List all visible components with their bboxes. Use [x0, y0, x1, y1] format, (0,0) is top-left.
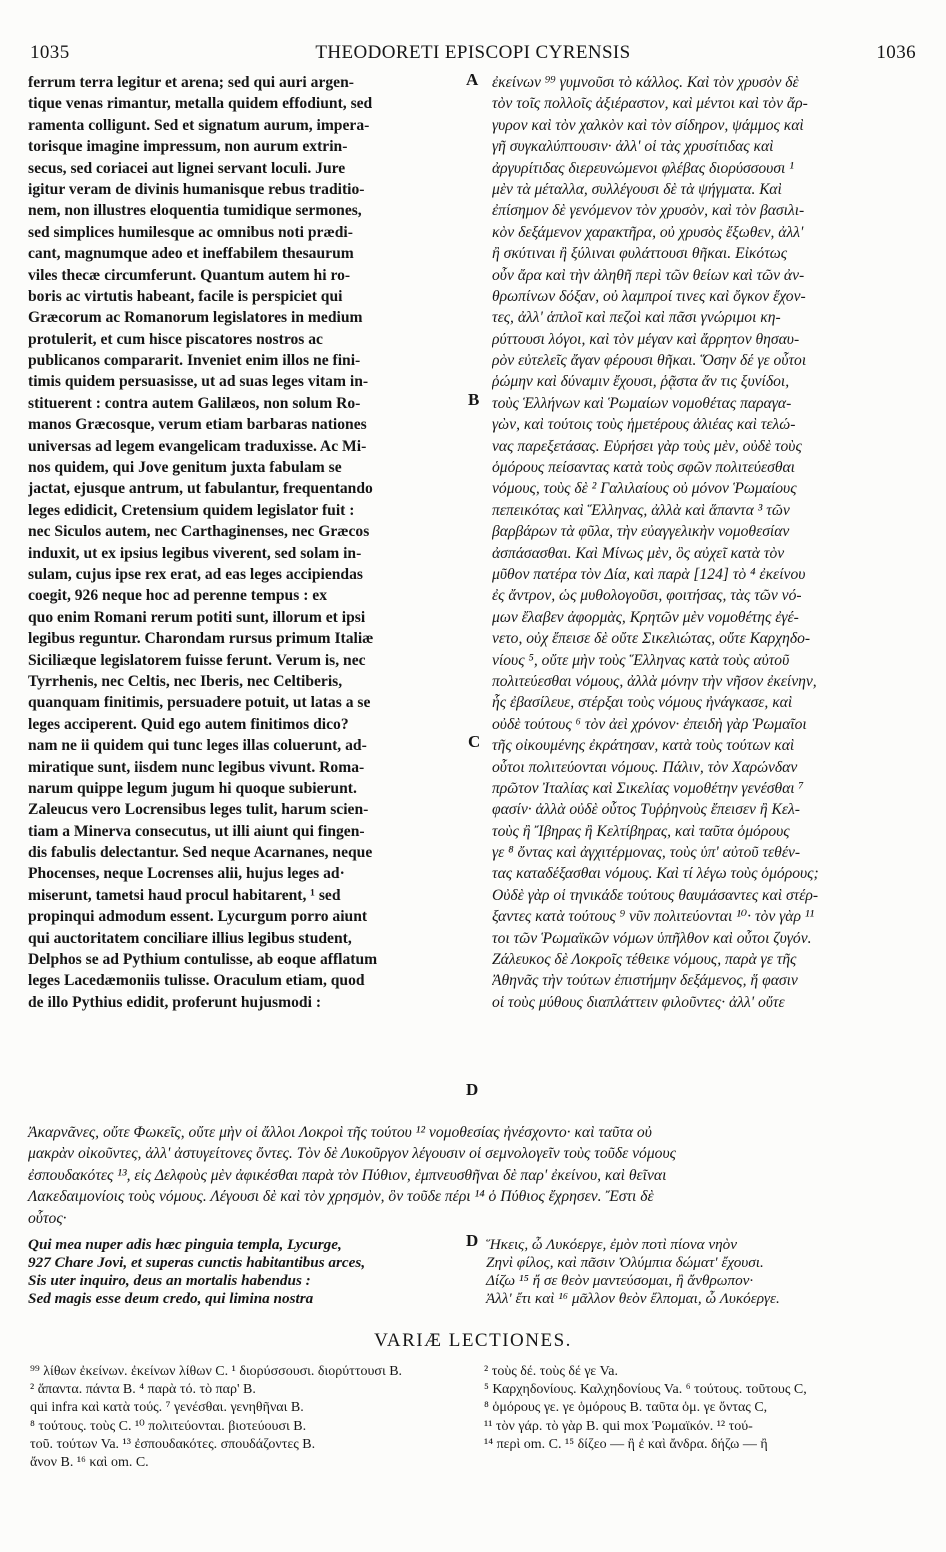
latin-text-line: qui auctoritatem conciliare illius legibus student,: [28, 929, 352, 947]
greek-text-line: ῥώμην καὶ δύναμιν ἔχουσι, ῥᾷστα ἄν τις ξυνίδοι,: [492, 373, 790, 391]
greek-text-line: ἐς ἄντρον, ὡς μυθολογοῦσι, φοιτήσας, τὰς τῶν νό-: [492, 587, 802, 605]
latin-text-line: nem, non illustres eloquentia tumidique sermones,: [28, 202, 362, 220]
greek-text-line: οὗτοι πολιτεύονται νόμους. Πάλιν, τὸν Χαρώνδαν: [492, 758, 798, 776]
latin-text-line: propinqui admodum essent. Lycurgum porro aiunt: [28, 908, 368, 926]
section-marker-d-verse: D: [466, 1231, 479, 1250]
latin-text-line: leges acciperent. Quid ego autem finitimos dico?: [28, 715, 349, 733]
greek-text-line: γυρον καὶ τὸν χαλκὸν καὶ τὸν σίδηρον, ψάμμος καὶ: [492, 116, 804, 134]
latin-text-line: stituerent : contra autem Galilæos, non solum Ro-: [28, 394, 361, 412]
latin-text-line: miratique sunt, iisdem nunc legibus vivunt. Roma-: [28, 758, 365, 776]
greek-text-line: τῆς οἰκουμένης ἐκράτησαν, κατὰ τοὺς τούτων καὶ: [492, 737, 795, 755]
variae-left-column: [30, 1363, 470, 1472]
greek-text-line: νας παρεξετάσας. Εὑρήσει γὰρ τοὺς μὲν, οὐδὲ τοὺς: [492, 437, 802, 455]
latin-text-line: de illo Pythius edidit, proferunt hujusmodi :: [28, 993, 322, 1011]
latin-verse: [28, 1236, 468, 1308]
latin-text-line: cant, magnumque adeo et ineffabilem thesaurum: [28, 245, 354, 263]
greek-verse-line: Ἀλλ' ἔτι καὶ ¹⁶ μᾶλλον θεὸν ἔλπομαι, ὦ Λυκόεργε.: [486, 1290, 780, 1307]
greek-full-line: μακρὰν οἰκοῦντες, ἀλλ' ἀστυγείτονες ὄντες. Τὸν δὲ Λυκοῦργον λέγουσιν οἱ σεμνολογεῖν τοὺς τοῦδε νόμους: [28, 1145, 676, 1163]
latin-text-line: viles thecæ circumferunt. Quantum autem hi ro-: [28, 266, 351, 284]
greek-text-line: γῆ συγκαλύπτουσιν· ἀλλ' οἱ τὰς χρυσίτιδας καὶ: [492, 138, 774, 156]
greek-text-line: ξαντες κατὰ τούτους ⁹ νῦν πολιτεύονται ¹⁰· τὸν γὰρ ¹¹: [492, 908, 815, 926]
variant-note-line: ⁵ Καρχηδονίους. Καλχηδονίους Va. ⁶ τούτους. τοῦτους C,: [484, 1382, 807, 1398]
greek-text-line: ἐκείνων ⁹⁹ γυμνοῦσι τὸ κάλλος. Καὶ τὸν χρυσὸν δὲ: [492, 74, 799, 91]
greek-text-line: οὖν ἄρα καὶ τὴν ἀληθῆ περὶ τῶν θείων καὶ τῶν ἀν-: [492, 266, 805, 284]
latin-text-line: tique venas rimantur, metalla quidem effodiunt, sed: [28, 95, 373, 113]
latin-text-line: secus, sed coriacei aut lignei servant loculi. Jure: [28, 159, 346, 177]
greek-full-line: ἐσπουδακότες ¹³, εἰς Δελφοὺς μὲν ἀφικέσθαι παρὰ τὸν Πύθιον, ἐμπνευσθῆναι δὲ παρ' ἐκείνου, καὶ θεῖναι: [28, 1166, 667, 1184]
latin-text-line: manos Græcosque, verum etiam barbaras nationes: [28, 416, 367, 434]
latin-text-line: quanquam finitimis, persuadere potuit, ut latas a se: [28, 694, 371, 712]
greek-full-width-text: [28, 1122, 922, 1229]
greek-verse: [486, 1236, 922, 1308]
variae-right-column: [484, 1363, 924, 1454]
latin-text-line: sed simplices humilesque ac omnibus noti prædi-: [28, 223, 353, 241]
greek-text-line: τὸν τοῖς πολλοῖς ἀξιέραστον, καὶ μέντοι καὶ τὸν ἄρ-: [492, 95, 808, 113]
greek-text-line: μὲν τὰ μέταλλα, συλλέγουσι δὲ τὰ ψήγματα. Καὶ: [492, 180, 782, 198]
greek-text-line: τας καταδέξασθαι νόμους. Καὶ τί λέγω τοὺς ὁμόρους;: [492, 865, 819, 883]
greek-text-line: ρὸν εὐτελεῖς ἄγαν φέρουσι θῆκαι. Ὅσην δέ γε οὗτοι: [492, 352, 807, 370]
latin-text-line: leges Lacedæmoniis tulisse. Oraculum etiam, quod: [28, 972, 365, 990]
latin-text-line: narum quippe legum jugum hi quoque subierunt.: [28, 779, 357, 797]
latin-verse-line: 927 Chare Jovi, et superas cunctis habitantibus arces,: [28, 1254, 366, 1271]
latin-text-line: quo enim Romani rerum potiti sunt, illorum et ipsi: [28, 608, 366, 626]
greek-text-line: μων ἔλαβεν ἀφορμὰς, Κρητῶν μὲν νομοθέτης ἐγέ-: [492, 608, 799, 626]
greek-text-line: ρύττουσι λόγοι, καὶ τὸν μέγαν καὶ ἄρρητον θησαυ-: [492, 330, 800, 348]
greek-text-line: τοὺς Ἑλλήνων καὶ Ῥωμαίων νομοθέτας παραγα-: [492, 394, 792, 412]
greek-text-line: γε ⁸ ὄντας καὶ ἀγχιτέρμονας, τοὺς ὑπ' αὐτοῦ τεθέν-: [492, 844, 801, 862]
greek-text-line: νόμους, τοὺς δὲ ² Γαλιλαίους οὐ μόνον Ῥωμαίους: [492, 480, 797, 498]
greek-text-line: πρῶτον Ἰταλίας καὶ Σικελίας νομοθέτην γενέσθαι ⁷: [492, 779, 804, 797]
latin-text-line: nos quidem, qui Jove genitum juxta fabulam se: [28, 459, 342, 477]
greek-text-line: βαρβάρων τὰ φῦλα, τὴν εὐαγγελικὴν νομοθεσίαν: [492, 523, 790, 541]
page-number-left: 1035: [30, 42, 70, 63]
greek-verse-line: Ἥκεις, ὦ Λυκόεργε, ἐμὸν ποτὶ πίονα νηὸν: [486, 1236, 737, 1253]
variae-lectiones-title: VARIÆ LECTIONES.: [374, 1330, 572, 1351]
greek-column: [492, 72, 922, 1013]
greek-verse-line: Ζηνὶ φίλος, καὶ πᾶσιν Ὀλύμπια δώματ' ἔχουσι.: [486, 1254, 764, 1271]
latin-text-line: jactat, ejusque antrum, ut fabulantur, frequentando: [28, 480, 373, 498]
greek-text-line: ὁμόρους πείσαντας κατὰ τοὺς σφῶν πολιτεύεσθαι: [492, 459, 795, 477]
latin-text-line: induxit, ut ex ipsius legibus viverent, sed solam in-: [28, 544, 362, 562]
variant-note-line: ² ἅπαντα. πάντα B. ⁴ παρὰ τό. τὸ παρ' B.: [30, 1382, 256, 1398]
page-header: [30, 42, 916, 68]
latin-text-line: ramenta colligunt. Sed et signatum aurum, impera-: [28, 116, 370, 134]
variant-note-line: τοῦ. τούτων Va. ¹³ ἐσπουδακότες. σπουδάζοντες B.: [30, 1436, 316, 1452]
latin-verse-line: Qui mea nuper adis hæc pinguia templa, Lycurge,: [28, 1236, 342, 1253]
greek-text-line: Ζάλευκος δὲ Λοκροῖς τέθεικε νόμους, παρὰ γε τῆς: [492, 951, 797, 969]
greek-text-line: ἀσπάσασθαι. Καὶ Μίνως μὲν, ὃς αὐχεῖ κατὰ τὸν: [492, 544, 785, 562]
latin-text-line: coegit, 926 neque hoc ad perenne tempus : ex: [28, 587, 328, 605]
greek-text-line: Ἀθηνᾶς τὴν τούτων ἐπιστήμην δεξάμενος, ἥ φασιν: [492, 972, 798, 990]
variant-note-line: ⁹⁹ λίθων ἐκείνων. ἐκείνων λίθων C. ¹ διορύσσουσι. διορύττουσι B.: [30, 1364, 403, 1379]
greek-verse-line: Δίζω ¹⁵ ἤ σε θεὸν μαντεύσομαι, ἢ ἄνθρωπον·: [486, 1272, 754, 1289]
latin-text-line: nec Siculos autem, nec Carthaginenses, nec Græcos: [28, 523, 370, 541]
greek-text-line: τες, ἀλλ' ἁπλοῖ καὶ πεζοὶ καὶ πᾶσι γνώριμοι κη-: [492, 309, 781, 327]
latin-text-line: legibus reguntur. Charondam rursus primum Italiæ: [28, 630, 374, 648]
greek-full-line: Λακεδαιμονίοις τοὺς νόμους. Λέγουσι δὲ καὶ τὸν χρησμὸν, ὃν τοῦδε πέρι ¹⁴ ὁ Πύθιος ἔχρησεν. Ἔστι δὲ: [28, 1188, 654, 1206]
greek-text-line: ἧς ἐβασίλευε, στέρξαι τοὺς νόμους ἠνάγκασε, καὶ: [492, 694, 793, 712]
greek-text-line: ἐπίσημον δὲ γενόμενον τὸν χρυσὸν, καὶ τὸν βασιλι-: [492, 202, 805, 220]
variant-note-line: qui infra καὶ κατὰ τούς. ⁷ γενέσθαι. γενηθῆναι B.: [30, 1400, 304, 1416]
greek-text-line: κὸν δεξάμενον χαρακτῆρα, οὐ χρυσὸς ἔξωθεν, ἀλλ': [492, 223, 804, 241]
variant-note-line: ἄνον B. ¹⁶ καὶ om. C.: [30, 1454, 149, 1470]
section-marker-b: B: [468, 390, 480, 409]
latin-text-line: Phocenses, neque Locrenses alii, hujus leges ad·: [28, 865, 345, 883]
variant-note-line: ¹¹ τὸν γάρ. τὸ γὰρ B. qui mox Ῥωμαϊκόν. ¹² τού-: [484, 1418, 753, 1434]
variant-note-line: ¹⁴ περὶ om. C. ¹⁵ δίζεο — ἢ ἐ καὶ ἄνδρα. δήζω — ἢ: [484, 1436, 768, 1452]
greek-text-line: ἀργυρίτιδας διερευνώμενοι φλέβας διορύσσουσι ¹: [492, 159, 794, 177]
greek-text-line: τοι τῶν Ῥωμαϊκῶν νόμων ὑπῆλθον καὶ οὗτοι ζυγόν.: [492, 929, 812, 947]
latin-verse-line: Sed magis esse deum credo, qui limina nostra: [28, 1290, 314, 1307]
latin-text-line: tiam a Minerva consecutus, ut illi aiunt qui fingen-: [28, 822, 365, 840]
greek-text-line: φασίν· ἀλλὰ οὐδὲ οὗτος Τυῤῥηνοὺς ἔπεισεν ἢ Κελ-: [492, 801, 800, 819]
latin-text-line: torisque imagine impressum, non aurum extrin-: [28, 138, 348, 156]
latin-text-line: Siciliæque legislatorem fuisse ferunt. Verum is, nec: [28, 651, 366, 669]
greek-text-line: νίους ⁵, οὔτε μὴν τοὺς Ἕλληνας κατὰ τοὺς αὐτοῦ: [492, 651, 790, 669]
latin-text-line: Zaleucus vero Locrensibus leges tulit, harum scien-: [28, 801, 369, 819]
variant-note-line: ² τοὺς δέ. τοὺς δέ γε Va.: [484, 1364, 618, 1379]
variant-note-line: ⁸ τούτους. τοὺς C. ¹⁰ πολιτεύονται. βιοτεύουσι B.: [30, 1418, 307, 1434]
greek-text-line: πολιτεύεσθαι νόμους, ἀλλὰ μόνην τὴν νῆσον ἐκείνην,: [492, 672, 817, 690]
latin-text-line: dis fabulis delectantur. Sed neque Acarnanes, neque: [28, 844, 373, 862]
section-marker-a: A: [466, 70, 479, 89]
page-number-right: 1036: [876, 42, 916, 63]
latin-verse-line: Sis uter inquiro, deus an mortalis habendus :: [28, 1272, 311, 1289]
greek-text-line: οἱ τοὺς μύθους διαπλάττειν φιλοῦντες· ἀλλ' οὔτε: [492, 993, 785, 1011]
latin-text-line: timis quidem persuasisse, ut ad suas leges vitam in-: [28, 373, 369, 391]
latin-text-line: igitur veram de divinis humanisque rebus traditio-: [28, 180, 365, 198]
latin-text-line: sulam, cujus ipse rex erat, ad eas leges accipiendas: [28, 565, 363, 583]
variant-note-line: ⁸ ὁμόρους γε. γε ὁμόρους B. ταῦτα ὁμ. γε ὄντας C,: [484, 1400, 768, 1416]
greek-text-line: θρωπίνων δόξαν, οὐ λαμπροί τινες καὶ ὄγκον ἔχον-: [492, 287, 806, 305]
greek-text-line: πεπεικότας καὶ Ἕλληνας, ἀλλὰ καὶ ἅπαντα ³ τῶν: [492, 501, 790, 519]
latin-column: [28, 72, 460, 1013]
latin-text-line: nam ne ii quidem qui tunc leges illas coluerunt, ad-: [28, 737, 367, 755]
greek-text-line: οὐδὲ τούτους ⁶ τὸν ἀεὶ χρόνον· ἐπειδὴ γὰρ Ῥωμαῖοι: [492, 715, 807, 733]
greek-full-line: οὗτος·: [28, 1209, 67, 1227]
latin-text-line: universas ad legem evangelicam traduxisse. Ac Mi-: [28, 437, 367, 455]
latin-text-line: Græcorum ac Romanorum legislatores in medium: [28, 309, 363, 327]
greek-text-line: μῦθον πατέρα τὸν Δία, καὶ παρὰ [124] τὸ ⁴ ἐκείνου: [492, 565, 806, 583]
latin-text-line: protulerit, et cum hisce piscatores nostros ac: [28, 330, 323, 348]
section-marker-c: C: [468, 732, 481, 751]
greek-full-line: Ἀκαρνᾶνες, οὔτε Φωκεῖς, οὔτε μὴν οἱ ἄλλοι Λοκροὶ τῆς τούτου ¹² νομοθεσίας ἠνέσχοντο· καὶ ταῦτα οὐ: [28, 1124, 652, 1141]
greek-text-line: νετο, οὐχ ἔπεισε δὲ οὔτε Σικελιώτας, οὔτε Καρχηδο-: [492, 630, 811, 648]
running-title: THEODORETI EPISCOPI CYRENSIS: [315, 42, 631, 63]
latin-text-line: Delphos se ad Pythium contulisse, ab eoque afflatum: [28, 951, 378, 969]
latin-text-line: publicanos compararit. Inveniet enim illos ne fini-: [28, 352, 361, 370]
latin-text-line: Tyrrhenis, nec Celtis, nec Iberis, nec Celtiberis,: [28, 672, 343, 690]
latin-text-line: leges edidicit, Cretensium quidem legislator fuit :: [28, 501, 355, 519]
greek-text-line: τοὺς ἢ Ἴβηρας ἢ Κελτίβηρας, καὶ ταῦτα ὁμόρους: [492, 822, 790, 840]
greek-text-line: ἢ σκύτιναι ἢ ξύλιναι φυλάττουσι θῆκαι. Εἰκότως: [492, 245, 788, 263]
latin-text-line: ferrum terra legitur et arena; sed qui auri argen-: [28, 74, 354, 91]
greek-text-line: Οὐδὲ γὰρ οἱ τηνικάδε τούτους θαυμάσαντες καὶ στέρ-: [492, 886, 819, 904]
section-marker-d: D: [466, 1080, 479, 1099]
latin-text-line: miserunt, tametsi haud procul habitarent, ¹ sed: [28, 886, 341, 904]
greek-text-line: γὼν, καὶ τούτοις τοὺς ἡμετέρους ἁλιέας καὶ τελώ-: [492, 416, 796, 434]
latin-text-line: boris ac virtutis habeant, facile is perspiciet qui: [28, 287, 343, 305]
